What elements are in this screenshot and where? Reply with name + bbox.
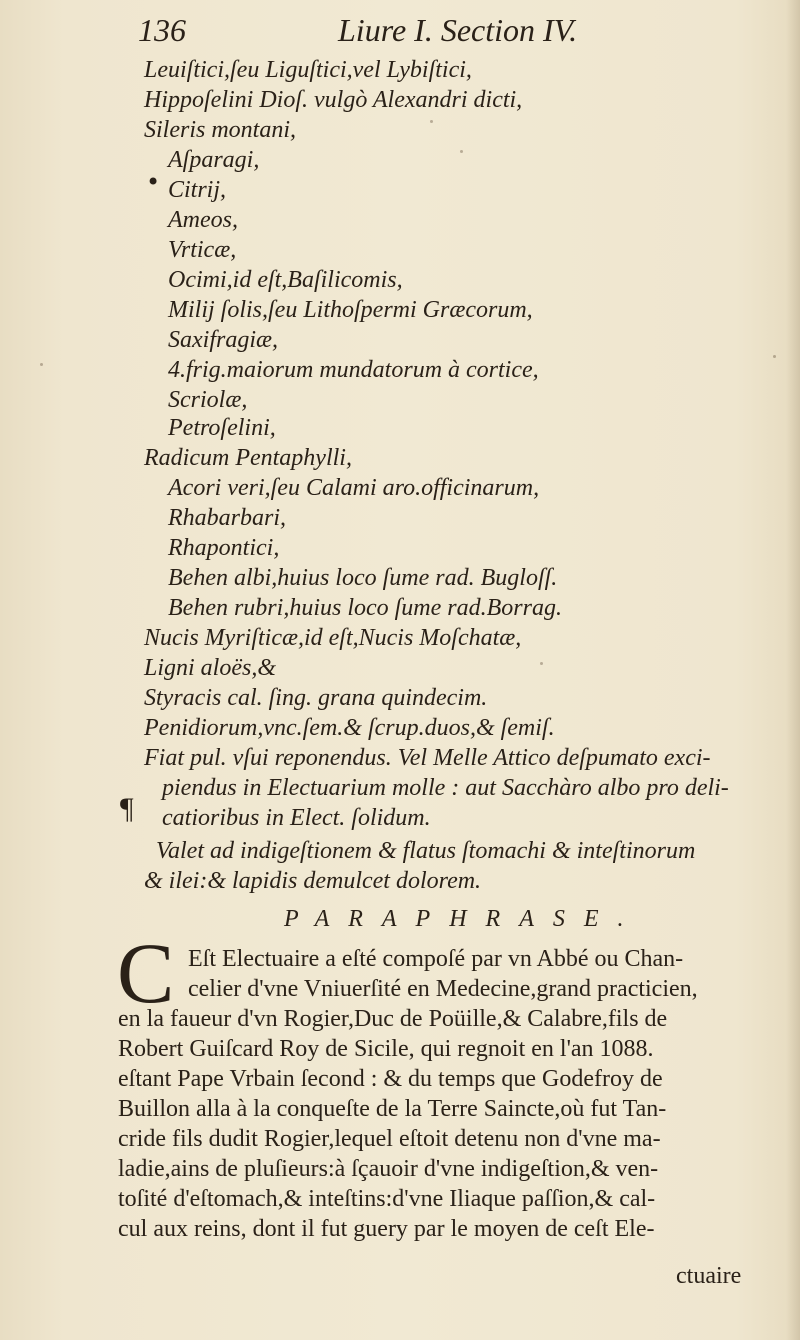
ink-speck bbox=[40, 363, 43, 366]
recipe-line: Vrticæ, bbox=[168, 237, 237, 263]
recipe-line: 4.frig.maiorum mundatorum à cortice, bbox=[168, 357, 539, 383]
recipe-line: Behen rubri,huius loco ſume rad.Borrag. bbox=[168, 595, 562, 621]
ink-speck bbox=[773, 355, 776, 358]
paraphrase-line: toſité d'eſtomach,& inteſtins:d'vne Iliaque paſſion,& cal- bbox=[118, 1186, 656, 1212]
paraphrase-line: cride fils dudit Rogier,lequel eſtoit detenu non d'vne ma- bbox=[118, 1126, 661, 1152]
paraphrase-line: cul aux reins, dont il fut guery par le moyen de ceſt Ele- bbox=[118, 1216, 655, 1242]
recipe-line: piendus in Electuarium molle : aut Sacchàro albo pro deli- bbox=[162, 775, 729, 801]
recipe-line: Rhapontici, bbox=[168, 535, 280, 561]
bullet-mark: • bbox=[146, 168, 161, 196]
recipe-line: Saxifragiæ, bbox=[168, 327, 279, 353]
recipe-line: Nucis Myriſticæ,id eſt,Nucis Moſchatæ, bbox=[144, 625, 522, 651]
catchword: ctuaire bbox=[676, 1263, 742, 1289]
paraphrase-line: celier d'vne Vniuerſité en Medecine,grand practicien, bbox=[188, 976, 698, 1002]
recipe-line: Styracis cal. ſing. grana quindecim. bbox=[144, 685, 488, 711]
recipe-line: Behen albi,huius loco ſume rad. Bugloſſ. bbox=[168, 565, 558, 591]
section-title: PARAPHRASE. bbox=[284, 906, 643, 932]
recipe-line: Ligni aloës,& bbox=[144, 655, 277, 681]
ink-speck bbox=[540, 662, 543, 665]
paraphrase-line: en la faueur d'vn Rogier,Duc de Poüille,& Calabre,fils de bbox=[118, 1006, 668, 1032]
pilcrow-mark: ¶ bbox=[120, 792, 134, 825]
paraphrase-line: Buillon alla à la conqueſte de la Terre Saincte,où fut Tan- bbox=[118, 1096, 667, 1122]
recipe-line: Fiat pul. vſui reponendus. Vel Melle Attico deſpumato exci- bbox=[144, 745, 711, 771]
recipe-line: Acori veri,ſeu Calami aro.officinarum, bbox=[168, 475, 540, 501]
recipe-line: Leuiſtici,ſeu Liguſtici,vel Lybiſtici, bbox=[144, 57, 472, 83]
recipe-line: Ameos, bbox=[168, 207, 238, 233]
page-number: 136 bbox=[138, 12, 186, 48]
recipe-line: Petroſelini, bbox=[168, 415, 276, 441]
paraphrase-line: Robert Guiſcard Roy de Sicile, qui regnoit en l'an 1088. bbox=[118, 1036, 654, 1062]
paraphrase-line: Eſt Electuaire a eſté compoſé par vn Abbé ou Chan- bbox=[188, 946, 684, 972]
recipe-line: Ocimi,id eſt,Baſilicomis, bbox=[168, 267, 403, 293]
recipe-line: Valet ad indigeſtionem & flatus ſtomachi & inteſtinorum bbox=[156, 838, 696, 864]
drop-capital: C bbox=[117, 925, 175, 1021]
recipe-line: catioribus in Elect. ſolidum. bbox=[162, 805, 431, 831]
recipe-line: & ilei:& lapidis demulcet dolorem. bbox=[144, 868, 482, 894]
recipe-line: Aſparagi, bbox=[168, 147, 260, 173]
ink-speck bbox=[460, 150, 463, 153]
running-head: Liure I. Section IV. bbox=[338, 12, 578, 48]
recipe-line: Scriolæ, bbox=[168, 387, 248, 413]
recipe-line: Rhabarbari, bbox=[168, 505, 287, 531]
page-header bbox=[138, 12, 608, 52]
recipe-line: Citrij, bbox=[168, 177, 227, 203]
paraphrase-line: eſtant Pape Vrbain ſecond : & du temps que Godefroy de bbox=[118, 1066, 663, 1092]
recipe-line: Sileris montani, bbox=[144, 117, 297, 143]
recipe-line: Hippoſelini Dioſ. vulgò Alexandri dicti, bbox=[144, 87, 523, 113]
paraphrase-line: ladie,ains de pluſieurs:à ſçauoir d'vne indigeſtion,& ven- bbox=[118, 1156, 659, 1182]
recipe-line: Penidiorum,vnc.ſem.& ſcrup.duos,& ſemiſ. bbox=[144, 715, 555, 741]
recipe-line: Radicum Pentaphylli, bbox=[144, 445, 352, 471]
recipe-line: Milij ſolis,ſeu Lithoſpermi Græcorum, bbox=[168, 297, 533, 323]
ink-speck bbox=[430, 120, 433, 123]
